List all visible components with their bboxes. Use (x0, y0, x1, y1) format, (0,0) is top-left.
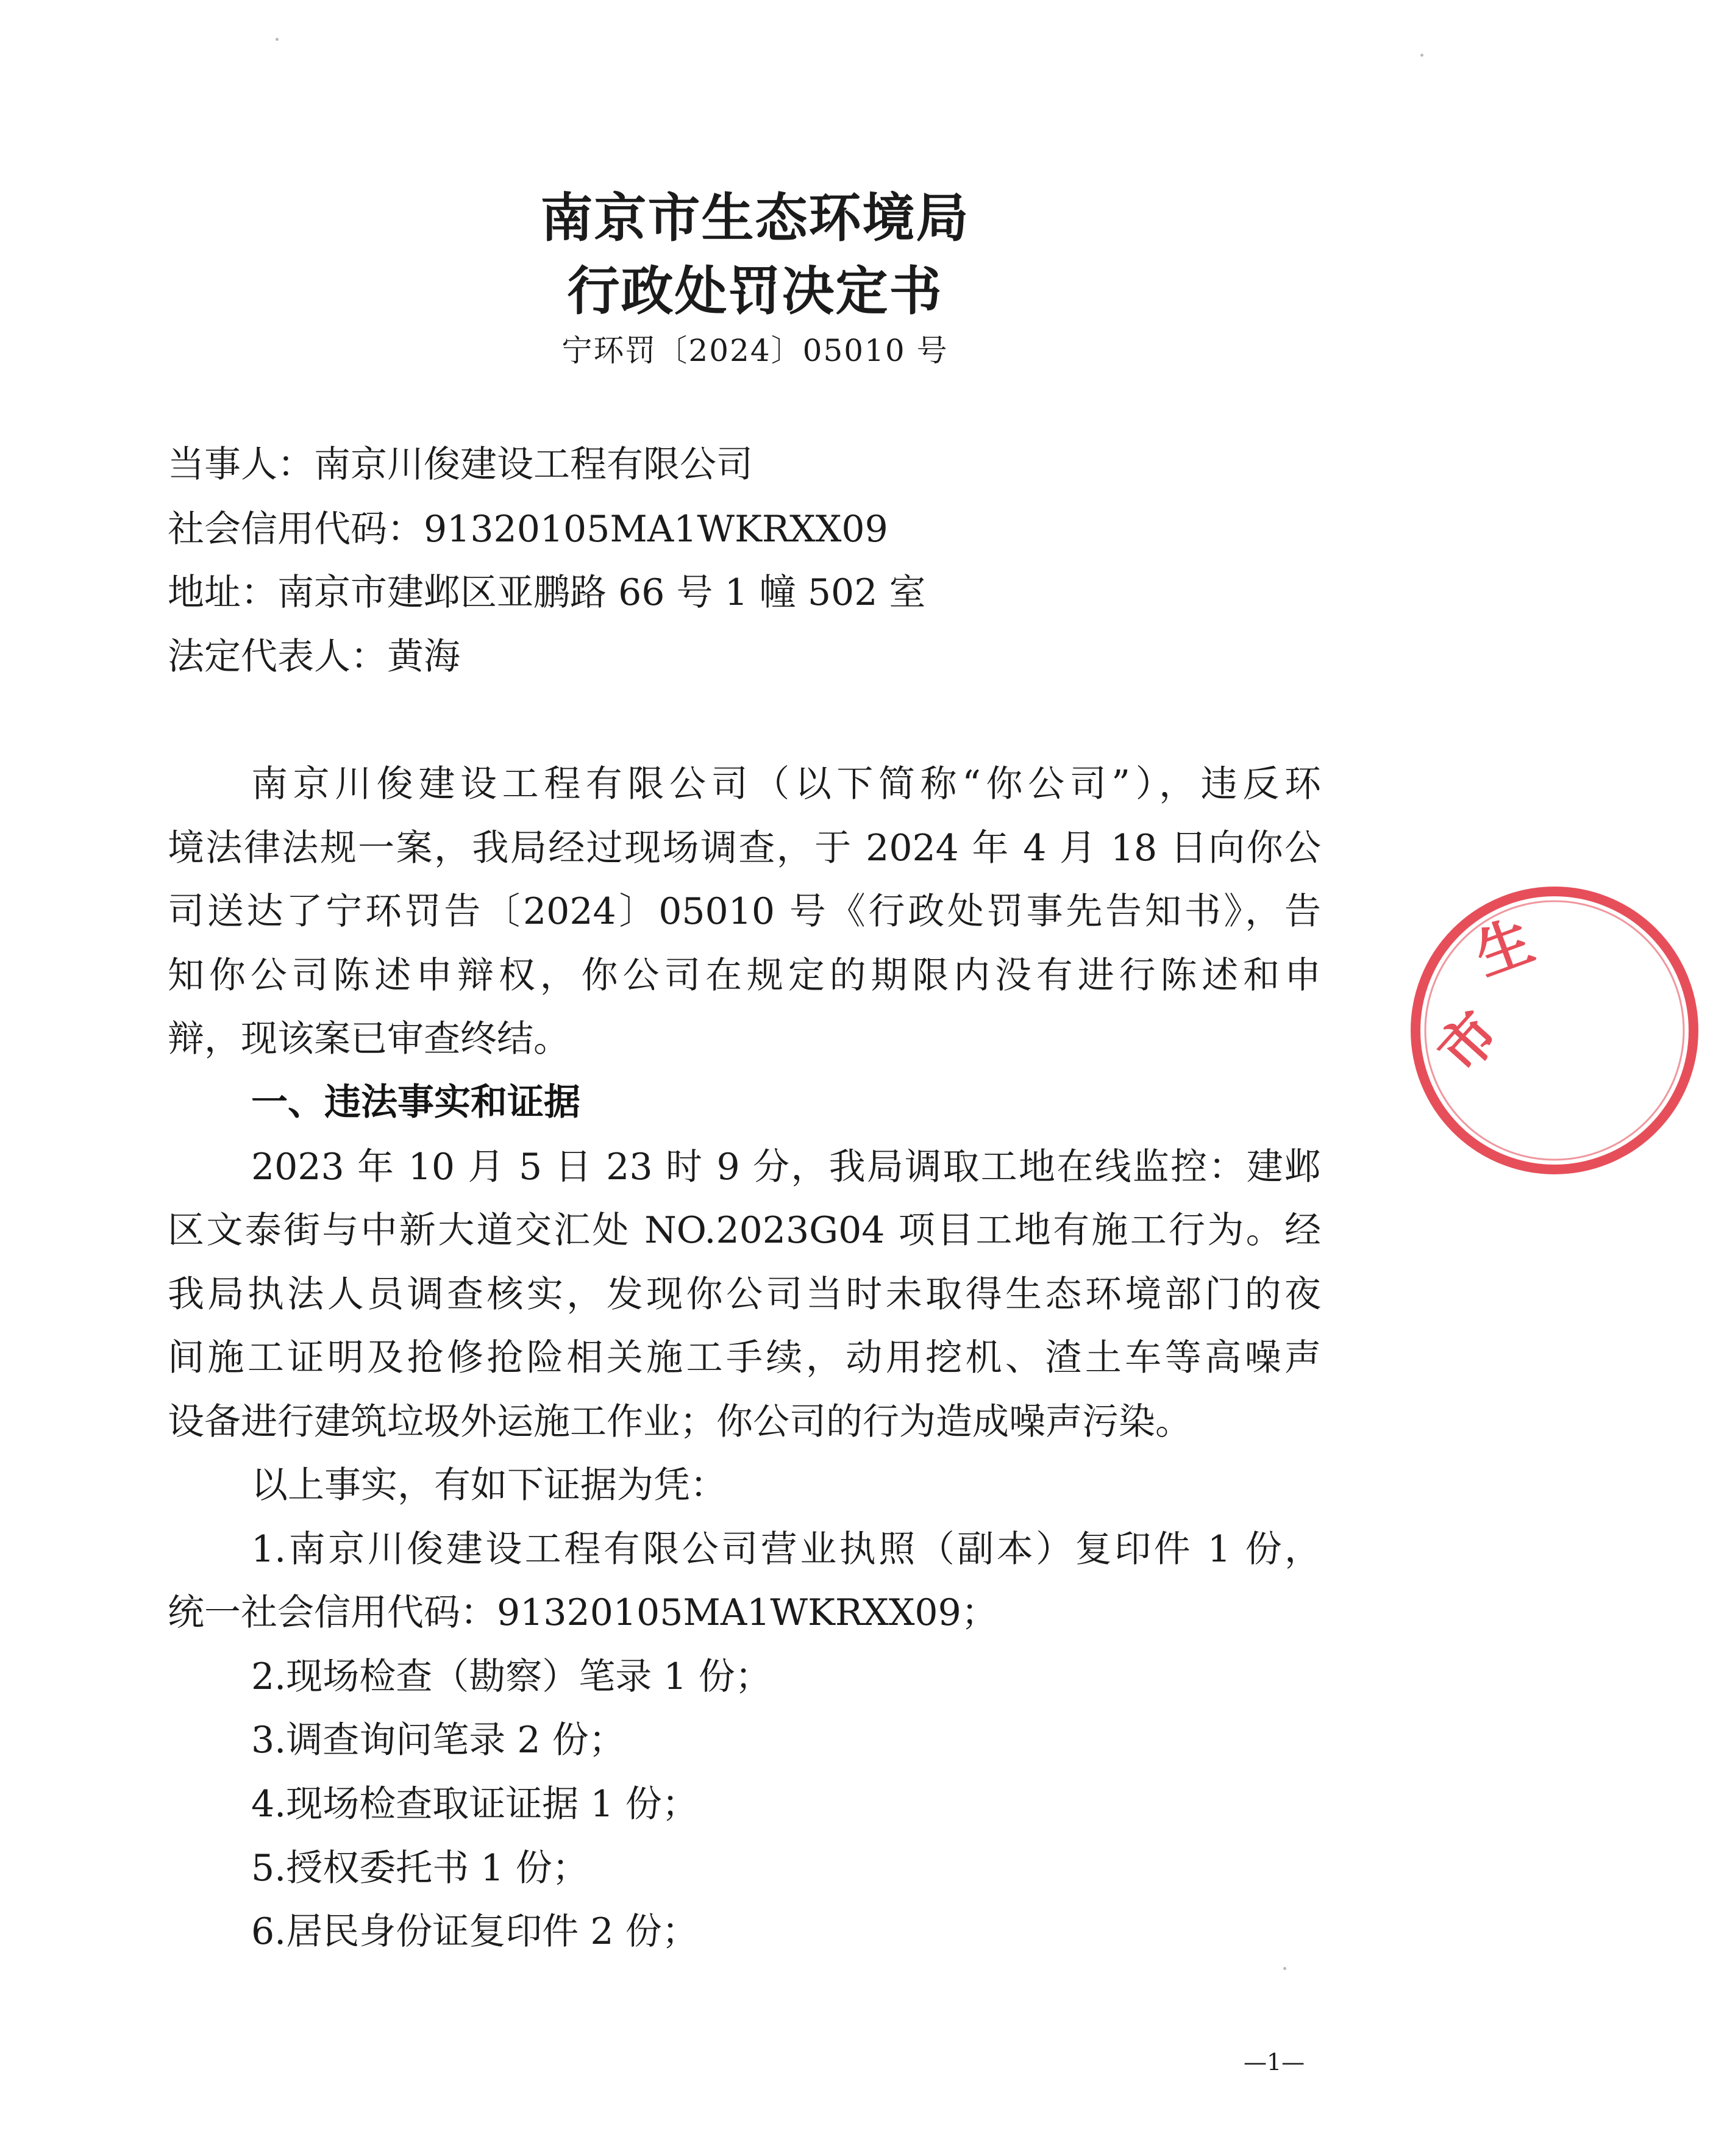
facts-line: 设备进行建筑垃圾外运施工作业；你公司的行为造成噪声污染。 (168, 1401, 1192, 1443)
evidence-item: 3.调查询问笔录 2 份； (251, 1719, 625, 1762)
evidence-item-continued: 统一社会信用代码：91320105MA1WKRXX09； (168, 1591, 998, 1634)
official-seal-stamp (1396, 872, 1713, 1189)
facts-line: 间施工证明及抢修抢险相关施工手续，动用挖机、渣土车等高噪声 (168, 1337, 1321, 1379)
facts-line: 我局执法人员调查核实，发现你公司当时未取得生态环境部门的夜 (168, 1273, 1321, 1316)
intro-line: 司送达了宁环罚告〔2024〕05010 号《行政处罚事先告知书》，告 (168, 890, 1321, 933)
party-credit-code: 社会信用代码：91320105MA1WKRXX09 (168, 508, 888, 551)
section-heading: 一、违法事实和证据 (251, 1081, 580, 1124)
seal-char: 生 (1466, 907, 1542, 988)
evidence-item: 1.南京川俊建设工程有限公司营业执照（副本）复印件 1 份， (251, 1528, 1321, 1571)
scan-speck (1283, 1967, 1286, 1970)
page-number-label: —1— (1244, 2049, 1305, 2076)
seal-char: 市 (1425, 999, 1512, 1085)
party-legal-representative: 法定代表人：黄海 (168, 635, 460, 678)
evidence-item: 4.现场检查取证证据 1 份； (251, 1783, 699, 1826)
document-number: 宁环罚〔2024〕05010 号 (561, 333, 949, 368)
evidence-item: 5.授权委托书 1 份； (251, 1847, 589, 1890)
party-address: 地址：南京市建邺区亚鹏路 66 号 1 幢 502 室 (168, 571, 926, 614)
document-title-line2: 行政处罚决定书 (567, 260, 943, 322)
scan-speck (1420, 54, 1423, 57)
evidence-intro: 以上事实，有如下证据为凭： (251, 1464, 727, 1507)
party-name: 当事人：南京川俊建设工程有限公司 (168, 443, 753, 486)
facts-line: 区文泰街与中新大道交汇处 NO.2023G04 项目工地有施工行为。经 (168, 1209, 1321, 1252)
intro-line: 知你公司陈述申辩权，你公司在规定的期限内没有进行陈述和申 (168, 954, 1321, 997)
evidence-item: 6.居民身份证复印件 2 份； (251, 1910, 699, 1953)
intro-line: 辩，现该案已审查终结。 (168, 1018, 570, 1060)
intro-line: 南京川俊建设工程有限公司（以下简称“你公司”），违反环 (251, 763, 1321, 805)
evidence-item: 2.现场检查（勘察）笔录 1 份； (251, 1655, 772, 1698)
document-title-line1: 南京市生态环境局 (540, 187, 970, 249)
scan-speck (276, 38, 279, 41)
facts-line: 2023 年 10 月 5 日 23 时 9 分，我局调取工地在线监控：建邺 (251, 1146, 1321, 1188)
intro-line: 境法律法规一案，我局经过现场调查，于 2024 年 4 月 18 日向你公 (168, 827, 1321, 869)
